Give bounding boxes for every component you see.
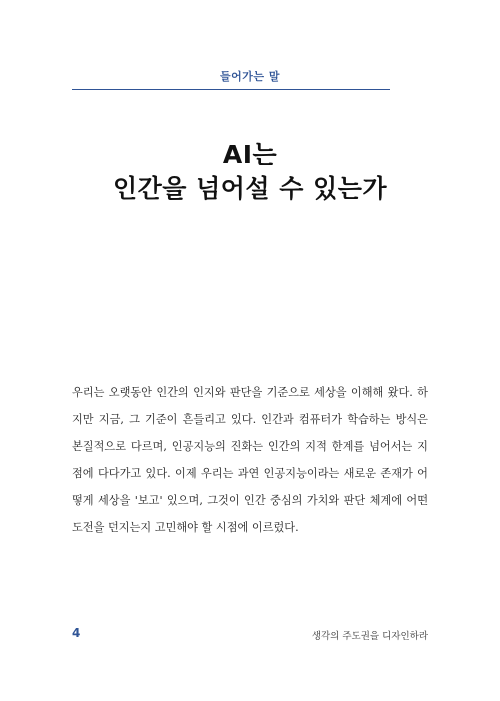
header-divider — [72, 89, 390, 90]
running-title: 생각의 주도권을 디자인하라 — [311, 631, 428, 642]
chapter-title-line-2: 인간을 넘어설 수 있는가 — [112, 174, 388, 203]
page-number: 4 — [72, 626, 81, 640]
chapter-title-line-1: AI는 — [222, 140, 278, 169]
section-label: 들어가는 말 — [220, 70, 280, 83]
chapter-title — [0, 138, 500, 206]
body-paragraph: 우리는 오랫동안 인간의 인지와 판단을 기준으로 세상을 이해해 왔다. 하지만 지금, 그 기준이 흔들리고 있다. 인간과 컴퓨터가 학습하는 방식은 본질적으로 다르며, 인공지능의 진화는 인간의 지적 한계를 넘어서는 지점에 다다가고 있다. 이제 우리는 과연 인공지능이라는 새로운 존재가 어떻게 세상을 '보고' 있으며, 그것이 인간 중심의 가치와 판단 체계에 어떤 도전을 던지는지 고민해야 할 시점에 이르렀다. — [72, 386, 428, 534]
